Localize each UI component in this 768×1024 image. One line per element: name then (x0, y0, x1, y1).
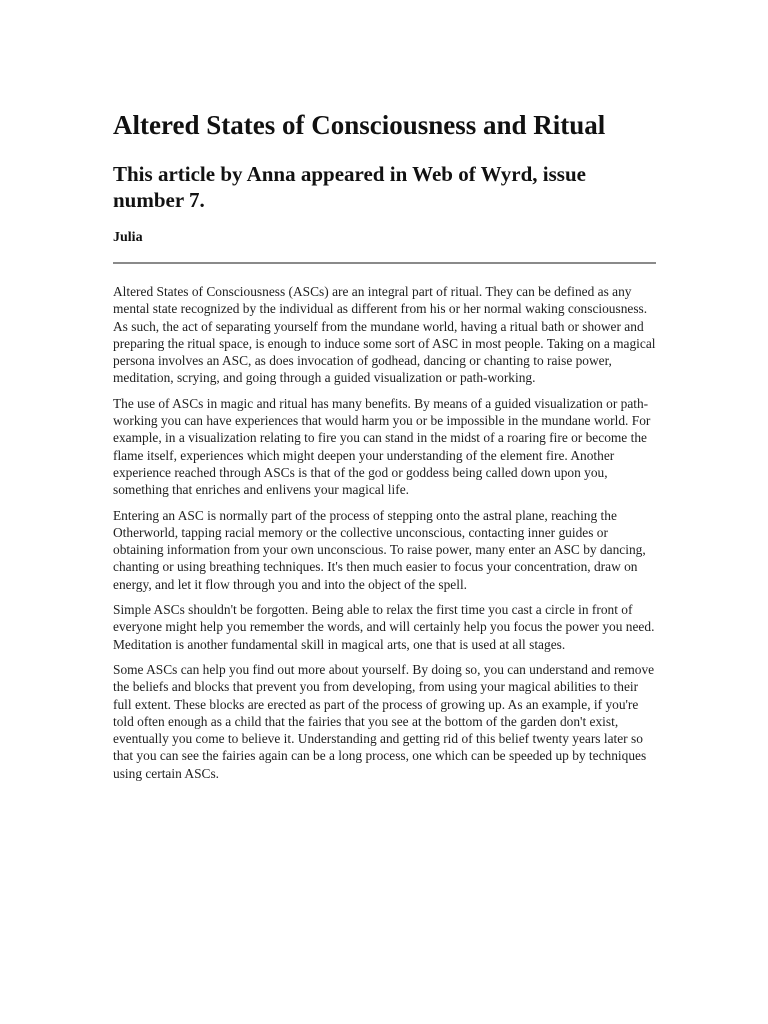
paragraph: Entering an ASC is normally part of the process of stepping onto the astral plane, reaching the Otherworld, tapping racial memory or the collective unconscious, contacting inner guides or obtaining information from your own unconscious. To raise power, many enter an ASC by dancing, chanting or using breathing techniques. It's then much easier to focus your concentration, draw on energy, and let it flow through you and into the object of the spell. (113, 507, 646, 592)
paragraph: The use of ASCs in magic and ritual has many benefits. By means of a guided visualization or path-working you can have experiences that would harm you or be impossible in the mundane world. For example, in a visualization relating to fire you can stand in the midst of a roaring fire or become the flame itself, experiences which might deepen your understanding of the element fire. Another experience reached through ASCs is that of the god or goddess being called down upon you, something that enriches and enlivens your magical life. (113, 395, 651, 498)
article-body (113, 283, 656, 782)
document-subtitle: This article by Anna appeared in Web of Wyrd, issue number 7. (113, 162, 586, 212)
author-name: Julia (113, 230, 143, 245)
paragraph: Some ASCs can help you find out more about yourself. By doing so, you can understand and remove the beliefs and blocks that prevent you from developing, from using your magical abilities to their full extent. These blocks are erected as part of the process of growing up. As an example, if you're told often enough as a child that the fairies that you see at the bottom of the garden don't exist, eventually you come to believe it. Understanding and getting rid of this belief twenty years later so that you can see the fairies again can be a long process, one which can be speeded up by techniques using certain ASCs. (113, 661, 655, 781)
document-title: Altered States of Consciousness and Ritual (113, 110, 606, 140)
document-page (113, 108, 656, 790)
horizontal-divider (113, 262, 656, 264)
paragraph: Altered States of Consciousness (ASCs) are an integral part of ritual. They can be defined as any mental state recognized by the individual as different from his or her normal waking consciousness. As such, the act of separating yourself from the mundane world, having a ritual bath or shower and preparing the ritual space, is enough to induce some sort of ASC in most people. Taking on a magical persona involves an ASC, as does invocation of godhead, dancing or chanting to raise power, meditation, scrying, and going through a guided visualization or path-working. (113, 284, 656, 386)
paragraph: Simple ASCs shouldn't be forgotten. Being able to relax the first time you cast a circle in front of everyone might help you remember the words, and will certainly help you focus the power you need. Meditation is another fundamental skill in magical arts, one that is used at all stages. (113, 602, 655, 652)
